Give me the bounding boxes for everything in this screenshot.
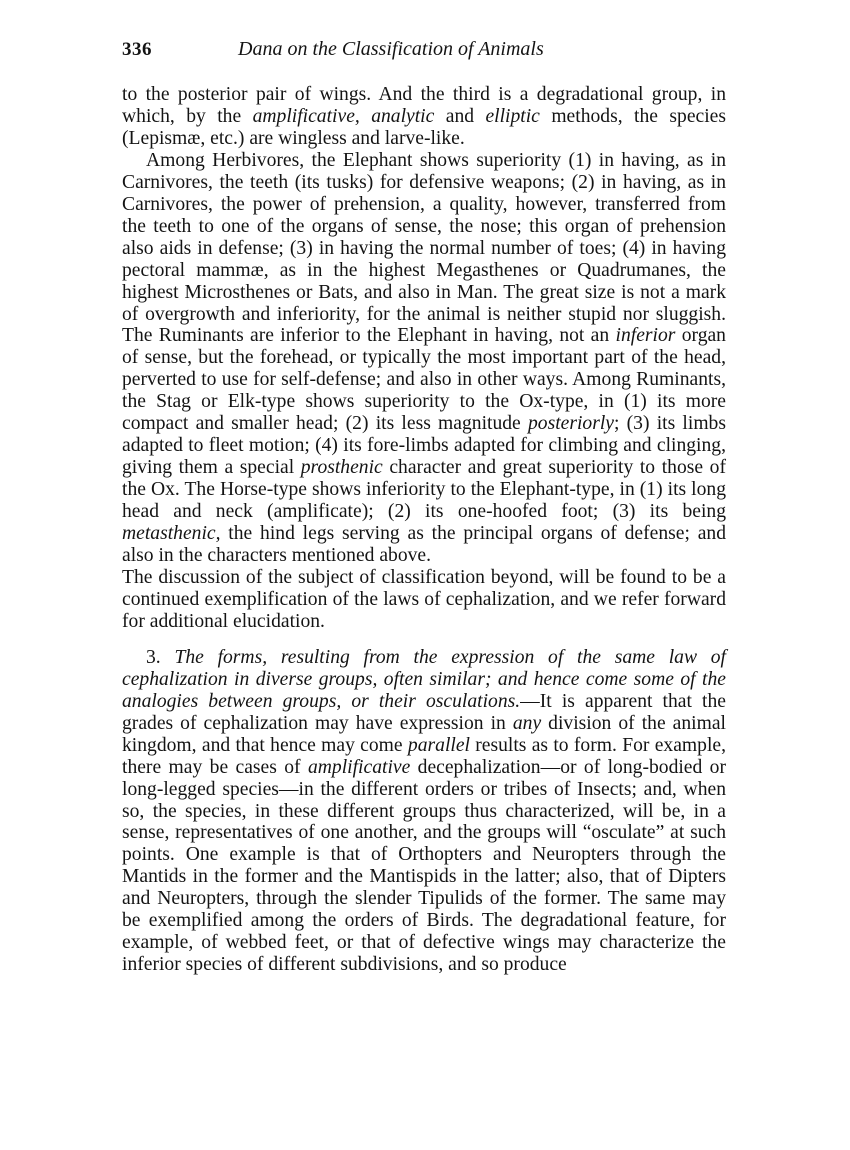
text-run: and bbox=[434, 105, 486, 127]
page-header bbox=[122, 38, 726, 72]
text-run: organ of sense, but the forehead, or typically the most important part of the head, perverted to use for self-defense; and also in other ways. Among Ruminants, the Stag or Elk-type shows superiority to the Ox-type, in (1) its more compact and smaller head; (2) its less magnitude bbox=[122, 325, 726, 435]
text-run: ; (3) its limbs adapted to fleet motion; (4) its fore-limbs adapted for climbing and clinging, giving them a special bbox=[122, 413, 726, 479]
text-run: methods, the species (Lepismæ, etc.) are wingless and larve-like. bbox=[122, 105, 726, 149]
text-run: The discussion of the subject of classification beyond, will be found to be a continued exemplification of the laws of cephalization, and we refer forward for additional elucidation. bbox=[122, 566, 726, 632]
paragraph-herbivores bbox=[122, 150, 726, 567]
text-run: to the posterior pair of wings. And the third is a degradational group, in which, by the bbox=[122, 84, 726, 127]
text-run: —It is apparent that the grades of cephalization may have expression in bbox=[122, 690, 726, 734]
italic-run: inferior bbox=[615, 325, 676, 347]
paragraph-classification-discussion bbox=[122, 567, 726, 633]
italic-run: prosthenic bbox=[300, 457, 383, 479]
italic-run: metasthenic, bbox=[122, 523, 221, 545]
paragraph-section-3 bbox=[122, 647, 726, 976]
page-number: 336 bbox=[122, 39, 152, 60]
text-run: division of the animal kingdom, and that hence may come bbox=[122, 712, 726, 756]
italic-run: parallel bbox=[407, 734, 470, 756]
italic-run: elliptic bbox=[485, 105, 540, 127]
text-run: results as to form. For example, there may be cases of bbox=[122, 734, 726, 778]
paragraph-insect-groups bbox=[122, 84, 726, 150]
section-heading: The forms, resulting from the expression of the same law of cephalization in diverse groups, often similar; and hence come some of the analogies between groups, or their osculations. bbox=[122, 646, 726, 712]
running-title: Dana on the Classification of Animals bbox=[238, 38, 544, 60]
page bbox=[122, 38, 726, 976]
text-run: decephalization—or of long-bodied or long-legged species—in the different orders or tribes of Insects; and, when so, the species, in these different groups thus characterized, will be, in a sense, representatives of one another, and the groups will “osculate” at such points. One example is that of Orthopters and Neuropters through the Mantids in the former and the Mantispids in the latter; also, that of Dipters and Neuropters, through the slender Tipulids of the former. The same may be exemplified among the orders of Birds. The degradational feature, for example, of webbed feet, or that of defective wings may characterize the inferior species of different subdivisions, and so produce bbox=[122, 756, 727, 976]
italic-run: any bbox=[512, 712, 542, 734]
text-run: character and great superiority to those of the Ox. The Horse-type shows inferiority to the Elephant-type, in (1) its long head and neck (amplificate); (2) its one-hoofed foot; (3) its being bbox=[122, 457, 726, 523]
text-run: the hind legs serving as the principal organs of defense; and also in the characters mentioned above. bbox=[122, 523, 726, 567]
italic-run: amplificative, analytic bbox=[252, 105, 435, 127]
section-number: 3. bbox=[146, 646, 175, 668]
text-run: Among Herbivores, the Elephant shows superiority (1) in having, as in Carnivores, the teeth (its tusks) for defensive weapons; (2) in having, as in Carnivores, the power of prehension, a quality, however, transferred from the teeth to one of the organs of sense, the nose; this organ of prehension also aids in defense; (3) in having the normal number of toes; (4) in having pectoral mammæ, as in the highest Megasthenes or Quadrumanes, the highest Microsthenes or Bats, and also in Man. The great size is not a mark of overgrowth and inferiority, for the animal is neither stupid nor sluggish. The Ruminants are inferior to the Elephant in having, not an bbox=[122, 149, 726, 347]
italic-run: amplificative bbox=[307, 756, 411, 778]
italic-run: posteriorly bbox=[527, 413, 614, 435]
